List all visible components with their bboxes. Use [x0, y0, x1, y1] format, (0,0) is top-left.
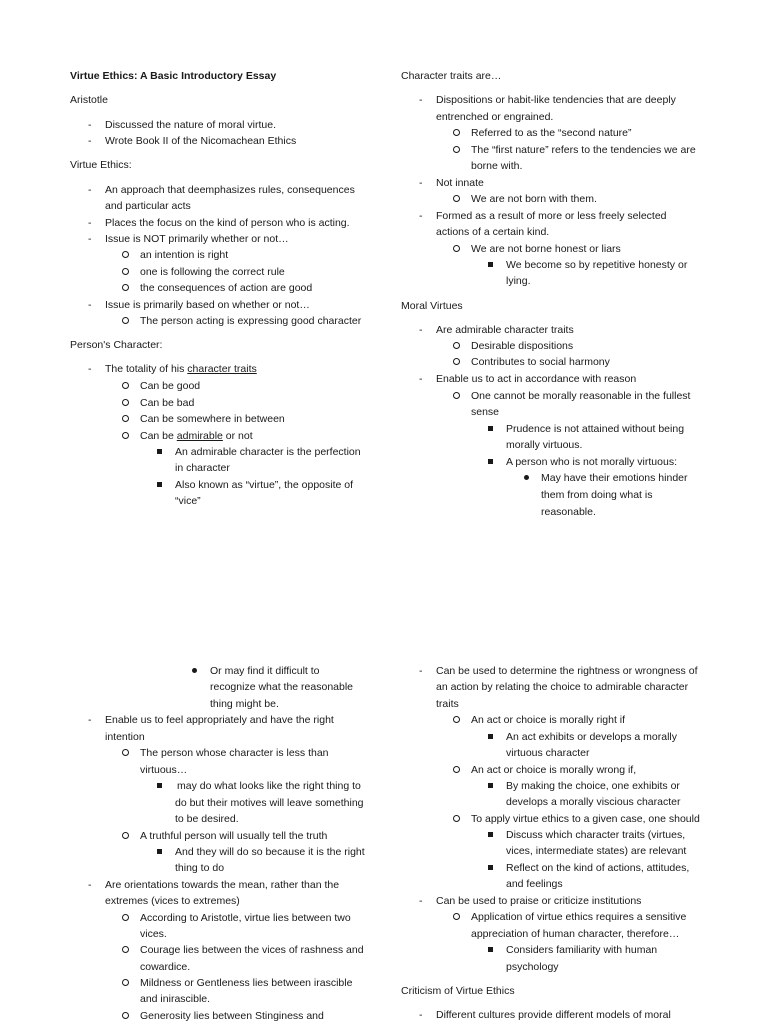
list-item: Courage lies between the vices of rashness and	[140, 944, 364, 956]
list-item: According to Aristotle, virtue lies between two	[140, 912, 351, 924]
list-item-cont: develops a morally viscious character	[506, 796, 681, 808]
list-item-cont: sense	[471, 406, 500, 418]
dash-bullet: -	[419, 177, 423, 189]
list-item-cont: borne with.	[471, 160, 523, 172]
list-item: To apply virtue ethics to a given case, one should	[471, 813, 700, 825]
circle-bullet	[122, 317, 129, 324]
list-item: An approach that deemphasizes rules, consequences	[105, 184, 355, 196]
square-bullet	[488, 783, 493, 788]
dash-bullet: -	[419, 94, 423, 106]
square-bullet	[488, 947, 493, 952]
list-item-cont: morally virtuous.	[506, 439, 583, 451]
dash-bullet: -	[419, 324, 423, 336]
list-item: Formed as a result of more or less freely selected	[436, 210, 667, 222]
list-item: Prudence is not attained without being	[506, 423, 685, 435]
list-item: Referred to as the “second nature”	[471, 127, 632, 139]
list-item: Are orientations towards the mean, rather than the	[105, 879, 340, 891]
dash-bullet: -	[88, 714, 92, 726]
list-item: one is following the correct rule	[140, 266, 285, 278]
list-item: Discussed the nature of moral virtue.	[105, 119, 276, 131]
circle-bullet	[122, 832, 129, 839]
list-item: may do what looks like the right thing to	[177, 780, 361, 792]
list-item-cont: and inirascible.	[140, 993, 211, 1005]
circle-bullet	[453, 195, 460, 202]
list-item: Discuss which character traits (virtues,	[506, 829, 686, 841]
dash-bullet: -	[419, 1009, 423, 1021]
dash-bullet: -	[88, 135, 92, 147]
dash-bullet: -	[419, 895, 423, 907]
list-item-cont: traits	[436, 698, 459, 710]
heading-criticism: Criticism of Virtue Ethics	[401, 985, 515, 997]
text: Can be	[140, 430, 177, 442]
list-item: An act or choice is morally right if	[471, 714, 626, 726]
list-item: And they will do so because it is the right	[175, 846, 365, 858]
list-item: Can be used to determine the rightness or wrongness of	[436, 665, 698, 677]
list-item: an intention is right	[140, 249, 229, 261]
list-item: A truthful person will usually tell the truth	[140, 830, 328, 842]
circle-bullet	[453, 392, 460, 399]
essay-title: Virtue Ethics: A Basic Introductory Essay	[70, 70, 277, 82]
list-item-cont: an action by relating the choice to admirable character	[436, 681, 689, 693]
dash-bullet: -	[88, 363, 92, 375]
circle-bullet	[453, 129, 460, 136]
dash-bullet: -	[88, 879, 92, 891]
dash-bullet: -	[88, 217, 92, 229]
square-bullet	[157, 849, 162, 854]
circle-bullet	[122, 399, 129, 406]
list-item	[105, 361, 257, 377]
square-bullet	[157, 482, 162, 487]
heading-character-traits: Character traits are…	[401, 70, 502, 82]
list-item: Wrote Book II of the Nicomachean Ethics	[105, 135, 297, 147]
list-item-cont: recognize what the reasonable	[210, 681, 354, 693]
list-item: An admirable character is the perfection	[175, 446, 361, 458]
list-item: An act exhibits or develops a morally	[506, 731, 677, 743]
list-item-cont: “vice”	[175, 495, 201, 507]
circle-bullet	[453, 358, 460, 365]
circle-bullet	[453, 342, 460, 349]
list-item-cont: reasonable.	[541, 506, 596, 518]
list-item: Are admirable character traits	[436, 324, 574, 336]
list-item: Can be used to praise or criticize institutions	[436, 895, 642, 907]
circle-bullet	[122, 432, 129, 439]
list-item-cont: entrenched or engrained.	[436, 111, 554, 123]
underlined-text: character traits	[187, 363, 257, 375]
list-item-cont: in character	[175, 462, 230, 474]
list-item: Contributes to social harmony	[471, 356, 610, 368]
text: or not	[222, 430, 253, 442]
list-item: Enable us to act in accordance with reason	[436, 373, 637, 385]
circle-bullet	[453, 815, 460, 822]
list-item: Reflect on the kind of actions, attitudes,	[506, 862, 690, 874]
circle-bullet	[122, 749, 129, 756]
list-item: Can be bad	[140, 397, 195, 409]
list-item-cont: do but their motives will leave something	[175, 797, 364, 809]
list-item-cont: and particular acts	[105, 200, 191, 212]
list-item: Can be good	[140, 380, 201, 392]
list-item: A person who is not morally virtuous:	[506, 456, 677, 468]
list-item: Enable us to feel appropriately and have the right	[105, 714, 334, 726]
list-item-cont: virtuous character	[506, 747, 590, 759]
list-item-cont: extremes (vices to extremes)	[105, 895, 240, 907]
list-item: Or may find it difficult to	[210, 665, 320, 677]
circle-bullet	[122, 914, 129, 921]
dash-bullet: -	[419, 373, 423, 385]
list-item-cont: appreciation of human character, therefore…	[471, 928, 680, 940]
circle-bullet	[453, 245, 460, 252]
list-item: An act or choice is morally wrong if,	[471, 764, 637, 776]
circle-bullet	[453, 766, 460, 773]
list-item-cont: lying.	[506, 275, 531, 287]
dot-bullet	[524, 475, 529, 480]
heading-aristotle: Aristotle	[70, 94, 108, 106]
circle-bullet	[453, 146, 460, 153]
square-bullet	[488, 734, 493, 739]
list-item-cont: thing to do	[175, 862, 225, 874]
circle-bullet	[122, 284, 129, 291]
list-item-cont: vices, intermediate states) are relevant	[506, 845, 687, 857]
square-bullet	[488, 832, 493, 837]
list-item: Application of virtue ethics requires a sensitive	[471, 911, 687, 923]
text: The totality of his	[105, 363, 188, 375]
list-item-cont: cowardice.	[140, 961, 191, 973]
list-item: the consequences of action are good	[140, 282, 313, 294]
list-item-cont: virtuous…	[140, 764, 188, 776]
dash-bullet: -	[88, 233, 92, 245]
list-item: Issue is NOT primarily whether or not…	[105, 233, 289, 245]
list-item: Considers familiarity with human	[506, 944, 658, 956]
list-item-cont: to be desired.	[175, 813, 239, 825]
circle-bullet	[122, 382, 129, 389]
circle-bullet	[122, 1012, 129, 1019]
list-item-cont: thing might be.	[210, 698, 279, 710]
underlined-text: admirable	[176, 430, 223, 442]
list-item-cont: intention	[105, 731, 145, 743]
square-bullet	[488, 459, 493, 464]
circle-bullet	[122, 268, 129, 275]
list-item: Dispositions or habit-like tendencies that are deeply	[436, 94, 676, 106]
list-item: Issue is primarily based on whether or not…	[105, 299, 310, 311]
list-item: Generosity lies between Stinginess and	[140, 1010, 324, 1022]
circle-bullet	[453, 913, 460, 920]
list-item: Also known as “virtue”, the opposite of	[175, 479, 354, 491]
circle-bullet	[122, 415, 129, 422]
list-item: Not innate	[436, 177, 484, 189]
list-item: Can be somewhere in between	[140, 413, 285, 425]
list-item: We become so by repetitive honesty or	[506, 259, 688, 271]
dash-bullet: -	[88, 184, 92, 196]
circle-bullet	[122, 251, 129, 258]
square-bullet	[488, 262, 493, 267]
square-bullet	[157, 449, 162, 454]
list-item: We are not borne honest or liars	[471, 243, 621, 255]
list-item-cont: vices.	[140, 928, 167, 940]
heading-virtue-ethics: Virtue Ethics:	[70, 159, 132, 171]
list-item: Desirable dispositions	[471, 340, 574, 352]
list-item: The person whose character is less than	[140, 747, 329, 759]
heading-persons-character: Person's Character:	[70, 339, 163, 351]
list-item: Places the focus on the kind of person who is acting.	[105, 217, 350, 229]
dot-bullet	[192, 668, 197, 673]
list-item-cont: actions of a certain kind.	[436, 226, 550, 238]
circle-bullet	[453, 716, 460, 723]
list-item: One cannot be morally reasonable in the fullest	[471, 390, 691, 402]
list-item: By making the choice, one exhibits or	[506, 780, 680, 792]
list-item-cont: psychology	[506, 961, 559, 973]
list-item: The “first nature” refers to the tendencies we are	[471, 144, 696, 156]
square-bullet	[488, 865, 493, 870]
list-item: We are not born with them.	[471, 193, 597, 205]
list-item-cont: them from doing what is	[541, 489, 653, 501]
dash-bullet: -	[88, 299, 92, 311]
list-item	[140, 428, 253, 444]
list-item: The person acting is expressing good character	[140, 315, 362, 327]
list-item: Mildness or Gentleness lies between irascible	[140, 977, 353, 989]
dash-bullet: -	[419, 210, 423, 222]
list-item: Different cultures provide different models of moral	[436, 1009, 671, 1021]
list-item: May have their emotions hinder	[541, 472, 688, 484]
dash-bullet: -	[419, 665, 423, 677]
dash-bullet: -	[88, 119, 92, 131]
square-bullet	[488, 426, 493, 431]
square-bullet	[157, 783, 162, 788]
circle-bullet	[122, 979, 129, 986]
circle-bullet	[122, 946, 129, 953]
list-item-cont: and feelings	[506, 878, 563, 890]
heading-moral-virtues: Moral Virtues	[401, 300, 463, 312]
